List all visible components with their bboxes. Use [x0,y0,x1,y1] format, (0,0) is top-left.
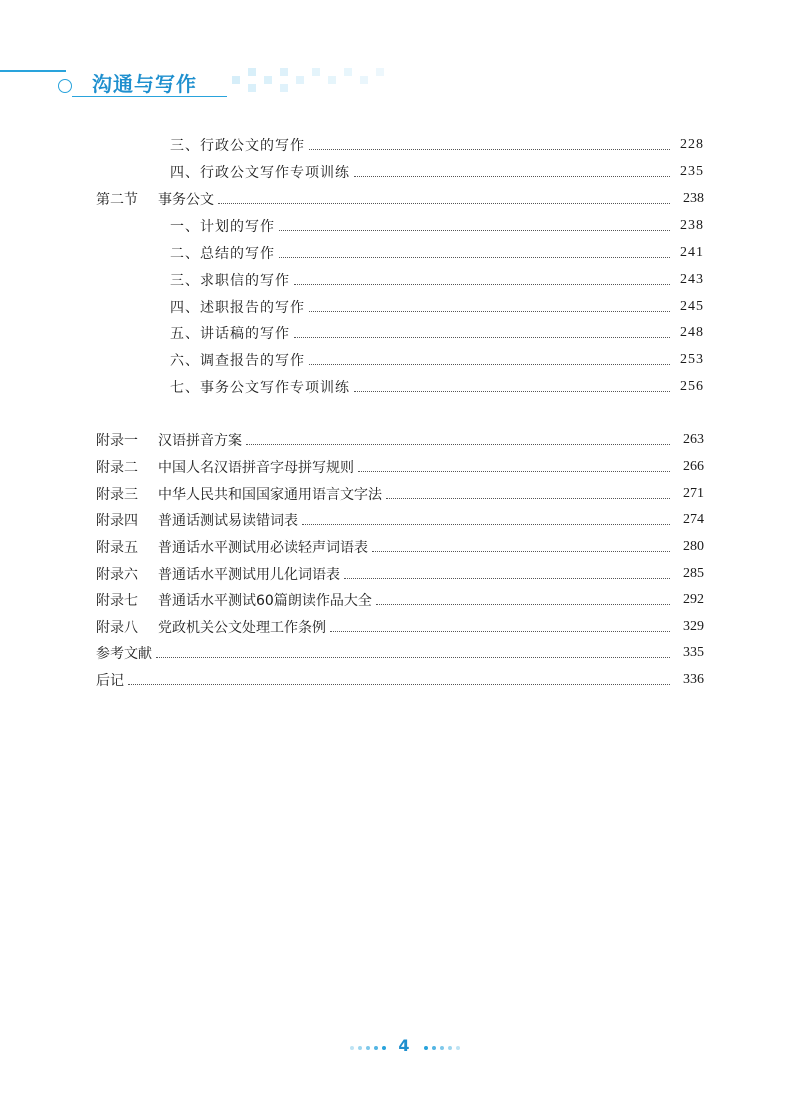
toc-entry-label [96,457,354,477]
toc-entry-title: 四、述职报告的写作 [170,300,305,316]
checker-square [280,84,288,92]
toc-entry-label [170,323,290,343]
toc-entry[interactable] [170,133,704,157]
toc-entry-title: 七、事务公文写作专项训练 [170,380,350,396]
toc-entry-label [170,135,305,155]
checker-square [360,76,368,84]
toc-page-number: 335 [683,645,704,660]
dot-leader [330,631,670,632]
toc-appendix-entry[interactable] [96,668,704,692]
toc-page-number: 235 [680,164,704,179]
toc-entry-title: 五、讲话稿的写作 [170,326,290,342]
checker-square [248,84,256,92]
toc-appendix-entry[interactable] [96,428,704,452]
toc-entry-title: 二、总结的写作 [170,246,275,262]
dot-leader [294,284,670,285]
toc-page-number: 329 [683,619,704,634]
toc-entry-title: 党政机关公文处理工作条例 [158,620,326,636]
dot-leader [246,444,670,445]
toc-appendix-entry[interactable] [96,535,704,559]
toc-entry-label [96,590,372,610]
toc-entry-title: 三、求职信的写作 [170,273,290,289]
dot-leader [358,471,670,472]
footer-dot-ornament [358,1046,362,1050]
toc-entry-label [170,377,350,397]
toc-entry-number: 附录五 [96,540,138,556]
toc-page-number: 228 [680,137,704,152]
toc-entry-title: 后记 [96,673,124,689]
footer-dot-ornament [424,1046,428,1050]
toc-appendix-entry[interactable] [96,641,704,665]
toc-entry-title: 汉语拼音方案 [158,433,242,449]
toc-entry-label [170,270,290,290]
toc-page-number: 253 [680,352,704,367]
page-footer [0,1036,800,1060]
toc-entry[interactable] [170,268,704,292]
toc-entry-number: 附录八 [96,620,138,636]
toc-entry-label [96,617,326,637]
toc-page-number: 336 [683,672,704,687]
checker-square [232,76,240,84]
dot-leader [128,684,670,685]
toc-entry-label [96,670,124,690]
dot-leader [344,578,670,579]
footer-dot-ornament [456,1046,460,1050]
toc-page-number: 280 [683,539,704,554]
footer-dot-ornament [448,1046,452,1050]
toc-page-number: 245 [680,299,704,314]
checker-square [280,68,288,76]
toc-entry-label [96,510,298,530]
toc-entry-label [96,564,340,584]
toc-entry-title: 六、调查报告的写作 [170,353,305,369]
toc-entry-number: 附录七 [96,593,138,609]
toc-appendix-entry[interactable] [96,615,704,639]
toc-entry[interactable] [170,375,704,399]
toc-entry-label [96,189,214,209]
toc-entry-title: 普通话测试易读错词表 [158,513,298,529]
dot-leader [386,498,670,499]
toc-entry[interactable] [170,348,704,372]
toc-appendix-entry[interactable] [96,588,704,612]
toc-entry-label [96,537,368,557]
toc-page-number: 266 [683,459,704,474]
dot-leader [156,657,670,658]
toc-page-number: 263 [683,432,704,447]
dot-leader [354,176,670,177]
footer-dot-ornament [374,1046,378,1050]
toc-entry-title: 普通话水平测试用必读轻声词语表 [158,540,368,556]
header-circle-ornament [58,79,72,93]
toc-entry-title: 事务公文 [158,192,214,208]
toc-entry-title: 四、行政公文写作专项训练 [170,165,350,181]
checker-square [344,68,352,76]
toc-entry-number: 附录六 [96,567,138,583]
toc-entry-label [96,643,152,663]
toc-entry-label [170,162,350,182]
toc-page-number: 241 [680,245,704,260]
toc-entry-label [170,297,305,317]
dot-leader [354,391,670,392]
toc-entry-label [170,350,305,370]
toc-entry-label [96,484,382,504]
toc-page-number: 271 [683,486,704,501]
checker-square [376,68,384,76]
toc-entry-title: 中华人民共和国国家通用语言文字法 [158,487,382,503]
checker-square [248,68,256,76]
toc-entry-title: 中国人名汉语拼音字母拼写规则 [158,460,354,476]
toc-section-entry[interactable] [96,187,704,211]
book-title: 沟通与写作 [92,72,197,96]
dot-leader [218,203,670,204]
toc-entry[interactable] [170,160,704,184]
toc-entry-number: 附录三 [96,487,138,503]
dot-leader [294,337,670,338]
toc-entry-label [170,216,275,236]
dot-leader [372,551,670,552]
toc-entry-number: 附录四 [96,513,138,529]
footer-dot-ornament [382,1046,386,1050]
toc-entry-title: 三、行政公文的写作 [170,138,305,154]
toc-page-number: 248 [680,325,704,340]
toc-entry-title: 普通话水平测试60篇朗读作品大全 [158,593,372,609]
checker-square [312,68,320,76]
dot-leader [309,311,670,312]
footer-dot-ornament [432,1046,436,1050]
checker-square [264,76,272,84]
header-rule-top [0,70,66,72]
footer-dot-ornament [440,1046,444,1050]
toc-page-number: 238 [680,218,704,233]
header-checker-ornament [232,68,382,92]
toc-entry-number: 第二节 [96,192,138,208]
toc-appendix-entry[interactable] [96,455,704,479]
page-number: 4 [398,1036,410,1055]
toc-page-number: 292 [683,592,704,607]
toc-entry-number: 附录二 [96,460,138,476]
toc-entry-title: 一、计划的写作 [170,219,275,235]
dot-leader [302,524,670,525]
toc-page-number: 243 [680,272,704,287]
toc-entry-label [96,430,242,450]
dot-leader [309,364,670,365]
toc-entry[interactable] [170,241,704,265]
toc-appendix-entry[interactable] [96,482,704,506]
checker-square [296,76,304,84]
toc-entry-label [170,243,275,263]
page-header [0,0,800,110]
toc-page-number: 238 [683,191,704,206]
footer-dot-ornament [350,1046,354,1050]
toc-page-number: 274 [683,512,704,527]
checker-square [328,76,336,84]
toc-entry[interactable] [170,295,704,319]
dot-leader [279,257,670,258]
toc-entry[interactable] [170,214,704,238]
footer-dot-ornament [366,1046,370,1050]
toc-appendix-entry[interactable] [96,562,704,586]
toc-entry-title: 普通话水平测试用儿化词语表 [158,567,340,583]
toc-appendix-entry[interactable] [96,508,704,532]
toc-page-number: 256 [680,379,704,394]
toc-entry-number: 附录一 [96,433,138,449]
toc-page-number: 285 [683,566,704,581]
dot-leader [309,149,670,150]
toc-entry-title: 参考文献 [96,646,152,662]
dot-leader [376,604,670,605]
toc-entry[interactable] [170,321,704,345]
dot-leader [279,230,670,231]
